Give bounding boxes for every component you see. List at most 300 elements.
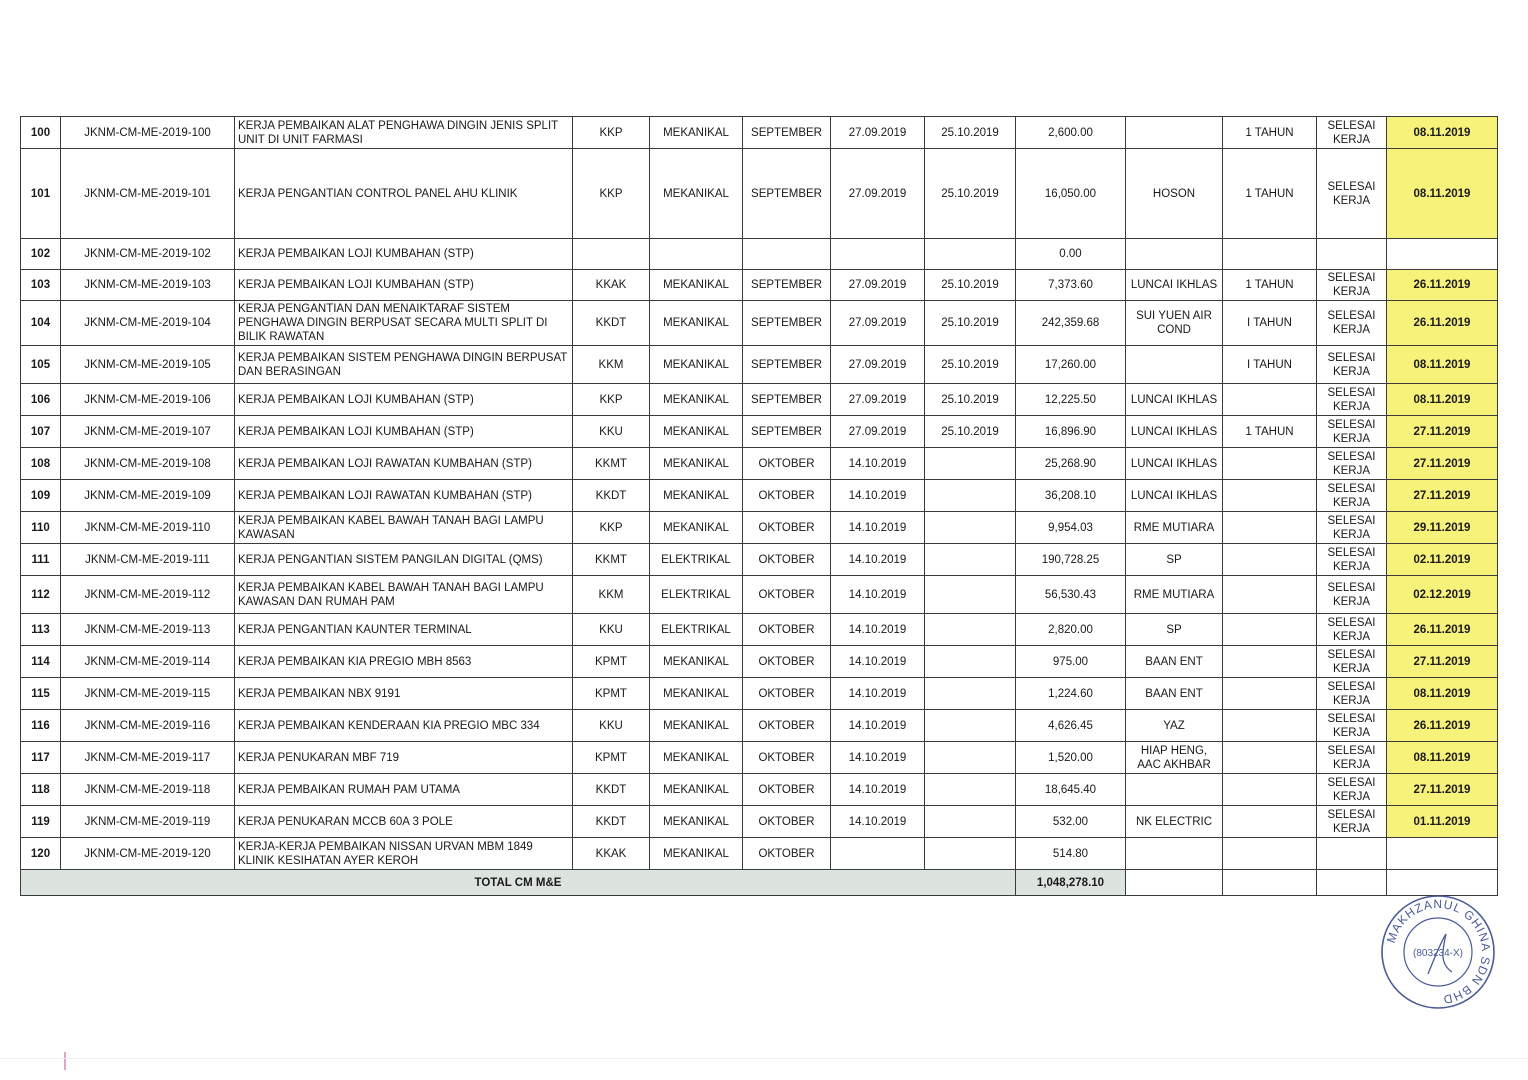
completion-date: 02.11.2019 — [1387, 544, 1498, 576]
contractor: LUNCAI IKHLAS — [1126, 448, 1223, 480]
table-row — [21, 678, 1498, 710]
category: MEKANIKAL — [650, 646, 743, 678]
contractor — [1126, 239, 1223, 270]
start-date: 14.10.2019 — [831, 774, 925, 806]
row-number: 107 — [21, 416, 61, 448]
start-date: 27.09.2019 — [831, 301, 925, 346]
completion-date: 27.11.2019 — [1387, 646, 1498, 678]
category: MEKANIKAL — [650, 448, 743, 480]
contractor: LUNCAI IKHLAS — [1126, 480, 1223, 512]
row-number: 106 — [21, 384, 61, 416]
warranty — [1223, 239, 1317, 270]
status: SELESAI KERJA — [1317, 448, 1387, 480]
reference-no: JKNM-CM-ME-2019-100 — [61, 117, 235, 149]
month: OKTOBER — [743, 774, 831, 806]
work-description: KERJA-KERJA PEMBAIKAN NISSAN URVAN MBM 1849 KLINIK KESIHATAN AYER KEROH — [235, 838, 573, 870]
warranty — [1223, 512, 1317, 544]
start-date: 14.10.2019 — [831, 710, 925, 742]
start-date: 14.10.2019 — [831, 742, 925, 774]
month: SEPTEMBER — [743, 301, 831, 346]
reference-no: JKNM-CM-ME-2019-102 — [61, 239, 235, 270]
work-description: KERJA PEMBAIKAN ALAT PENGHAWA DINGIN JENIS SPLIT UNIT DI UNIT FARMASI — [235, 117, 573, 149]
contractor: BAAN ENT — [1126, 646, 1223, 678]
table-row — [21, 239, 1498, 270]
month: SEPTEMBER — [743, 416, 831, 448]
completion-date — [1387, 239, 1498, 270]
work-description: KERJA PEMBAIKAN KABEL BAWAH TANAH BAGI LAMPU KAWASAN — [235, 512, 573, 544]
table-row — [21, 544, 1498, 576]
location: KPMT — [573, 646, 650, 678]
warranty: 1 TAHUN — [1223, 117, 1317, 149]
category: MEKANIKAL — [650, 384, 743, 416]
completion-date: 29.11.2019 — [1387, 512, 1498, 544]
work-description: KERJA PEMBAIKAN LOJI RAWATAN KUMBAHAN (STP) — [235, 480, 573, 512]
reference-no: JKNM-CM-ME-2019-118 — [61, 774, 235, 806]
category: MEKANIKAL — [650, 512, 743, 544]
table-row — [21, 149, 1498, 239]
warranty — [1223, 384, 1317, 416]
status: SELESAI KERJA — [1317, 346, 1387, 384]
contractor — [1126, 838, 1223, 870]
category: MEKANIKAL — [650, 270, 743, 301]
warranty: I TAHUN — [1223, 301, 1317, 346]
total-label: TOTAL CM M&E — [21, 870, 1016, 896]
work-description: KERJA PENGANTIAN DAN MENAIKTARAF SISTEM PENGHAWA DINGIN BERPUSAT SECARA MULTI SPLIT DI BILIK RAWATAN — [235, 301, 573, 346]
month: OKTOBER — [743, 512, 831, 544]
month: OKTOBER — [743, 678, 831, 710]
row-number: 101 — [21, 149, 61, 239]
contractor: YAZ — [1126, 710, 1223, 742]
completion-date: 26.11.2019 — [1387, 710, 1498, 742]
warranty — [1223, 480, 1317, 512]
reference-no: JKNM-CM-ME-2019-112 — [61, 576, 235, 614]
category: MEKANIKAL — [650, 678, 743, 710]
end-date — [925, 448, 1016, 480]
amount: 18,645.40 — [1016, 774, 1126, 806]
start-date: 27.09.2019 — [831, 346, 925, 384]
start-date: 27.09.2019 — [831, 117, 925, 149]
location: KKM — [573, 346, 650, 384]
month: OKTOBER — [743, 576, 831, 614]
contractor — [1126, 774, 1223, 806]
table-row — [21, 614, 1498, 646]
warranty: 1 TAHUN — [1223, 149, 1317, 239]
amount: 975.00 — [1016, 646, 1126, 678]
amount: 242,359.68 — [1016, 301, 1126, 346]
contractor: HIAP HENG, AAC AKHBAR — [1126, 742, 1223, 774]
amount: 1,224.60 — [1016, 678, 1126, 710]
warranty — [1223, 838, 1317, 870]
completion-date: 08.11.2019 — [1387, 117, 1498, 149]
work-description: KERJA PEMBAIKAN SISTEM PENGHAWA DINGIN BERPUSAT DAN BERASINGAN — [235, 346, 573, 384]
table-row — [21, 346, 1498, 384]
contractor: LUNCAI IKHLAS — [1126, 384, 1223, 416]
reference-no: JKNM-CM-ME-2019-106 — [61, 384, 235, 416]
warranty: 1 TAHUN — [1223, 270, 1317, 301]
status — [1317, 239, 1387, 270]
location — [573, 239, 650, 270]
amount: 2,820.00 — [1016, 614, 1126, 646]
completion-date: 02.12.2019 — [1387, 576, 1498, 614]
status: SELESAI KERJA — [1317, 806, 1387, 838]
category: ELEKTRIKAL — [650, 576, 743, 614]
month: OKTOBER — [743, 480, 831, 512]
end-date: 25.10.2019 — [925, 149, 1016, 239]
completion-date: 26.11.2019 — [1387, 301, 1498, 346]
location: KKU — [573, 614, 650, 646]
status: SELESAI KERJA — [1317, 614, 1387, 646]
contractor: SP — [1126, 544, 1223, 576]
table-row — [21, 448, 1498, 480]
end-date — [925, 646, 1016, 678]
contractor — [1126, 117, 1223, 149]
status: SELESAI KERJA — [1317, 646, 1387, 678]
table-row — [21, 270, 1498, 301]
category: MEKANIKAL — [650, 806, 743, 838]
row-number: 117 — [21, 742, 61, 774]
end-date — [925, 838, 1016, 870]
scan-edge — [0, 1058, 1528, 1059]
end-date: 25.10.2019 — [925, 301, 1016, 346]
month: OKTOBER — [743, 742, 831, 774]
contractor: RME MUTIARA — [1126, 512, 1223, 544]
status: SELESAI KERJA — [1317, 678, 1387, 710]
month: OKTOBER — [743, 806, 831, 838]
row-number: 118 — [21, 774, 61, 806]
amount: 9,954.03 — [1016, 512, 1126, 544]
location: KKM — [573, 576, 650, 614]
amount: 190,728.25 — [1016, 544, 1126, 576]
table-row — [21, 480, 1498, 512]
category: ELEKTRIKAL — [650, 614, 743, 646]
status — [1317, 838, 1387, 870]
amount: 0.00 — [1016, 239, 1126, 270]
completion-date: 01.11.2019 — [1387, 806, 1498, 838]
reference-no: JKNM-CM-ME-2019-114 — [61, 646, 235, 678]
completion-date: 27.11.2019 — [1387, 774, 1498, 806]
contractor: NK ELECTRIC — [1126, 806, 1223, 838]
start-date: 14.10.2019 — [831, 678, 925, 710]
status: SELESAI KERJA — [1317, 301, 1387, 346]
work-description: KERJA PEMBAIKAN LOJI KUMBAHAN (STP) — [235, 384, 573, 416]
end-date — [925, 678, 1016, 710]
warranty — [1223, 448, 1317, 480]
table-row — [21, 710, 1498, 742]
table-row — [21, 576, 1498, 614]
table-row — [21, 384, 1498, 416]
table-row — [21, 774, 1498, 806]
start-date: 27.09.2019 — [831, 416, 925, 448]
month: OKTOBER — [743, 448, 831, 480]
end-date — [925, 614, 1016, 646]
amount: 16,050.00 — [1016, 149, 1126, 239]
amount: 17,260.00 — [1016, 346, 1126, 384]
row-number: 105 — [21, 346, 61, 384]
amount: 12,225.50 — [1016, 384, 1126, 416]
amount: 2,600.00 — [1016, 117, 1126, 149]
work-description: KERJA PEMBAIKAN KIA PREGIO MBH 8563 — [235, 646, 573, 678]
work-description: KERJA PEMBAIKAN KENDERAAN KIA PREGIO MBC 334 — [235, 710, 573, 742]
status: SELESAI KERJA — [1317, 117, 1387, 149]
end-date — [925, 710, 1016, 742]
work-description: KERJA PEMBAIKAN LOJI KUMBAHAN (STP) — [235, 239, 573, 270]
table-row — [21, 646, 1498, 678]
completion-date: 27.11.2019 — [1387, 480, 1498, 512]
category: MEKANIKAL — [650, 301, 743, 346]
completion-date: 27.11.2019 — [1387, 416, 1498, 448]
end-date: 25.10.2019 — [925, 416, 1016, 448]
contractor: SUI YUEN AIR COND — [1126, 301, 1223, 346]
contractor: SP — [1126, 614, 1223, 646]
start-date — [831, 239, 925, 270]
stamp-reg: (803234-X) — [1412, 948, 1464, 959]
status: SELESAI KERJA — [1317, 742, 1387, 774]
reference-no: JKNM-CM-ME-2019-109 — [61, 480, 235, 512]
start-date: 14.10.2019 — [831, 576, 925, 614]
amount: 4,626.45 — [1016, 710, 1126, 742]
reference-no: JKNM-CM-ME-2019-108 — [61, 448, 235, 480]
status: SELESAI KERJA — [1317, 149, 1387, 239]
reference-no: JKNM-CM-ME-2019-116 — [61, 710, 235, 742]
month: OKTOBER — [743, 646, 831, 678]
location: KKMT — [573, 448, 650, 480]
start-date: 27.09.2019 — [831, 384, 925, 416]
warranty — [1223, 576, 1317, 614]
month: OKTOBER — [743, 838, 831, 870]
reference-no: JKNM-CM-ME-2019-103 — [61, 270, 235, 301]
row-number: 104 — [21, 301, 61, 346]
row-number: 109 — [21, 480, 61, 512]
status: SELESAI KERJA — [1317, 544, 1387, 576]
start-date: 14.10.2019 — [831, 806, 925, 838]
location: KKDT — [573, 301, 650, 346]
total-amount: 1,048,278.10 — [1016, 870, 1126, 896]
category — [650, 239, 743, 270]
row-number: 116 — [21, 710, 61, 742]
amount: 514.80 — [1016, 838, 1126, 870]
start-date: 14.10.2019 — [831, 614, 925, 646]
table-row — [21, 838, 1498, 870]
row-number: 113 — [21, 614, 61, 646]
work-description: KERJA PEMBAIKAN LOJI RAWATAN KUMBAHAN (STP) — [235, 448, 573, 480]
work-description: KERJA PENGANTIAN SISTEM PANGILAN DIGITAL (QMS) — [235, 544, 573, 576]
month: SEPTEMBER — [743, 346, 831, 384]
status: SELESAI KERJA — [1317, 270, 1387, 301]
work-description: KERJA PENGANTIAN KAUNTER TERMINAL — [235, 614, 573, 646]
location: KKP — [573, 149, 650, 239]
end-date: 25.10.2019 — [925, 270, 1016, 301]
reference-no: JKNM-CM-ME-2019-111 — [61, 544, 235, 576]
start-date: 14.10.2019 — [831, 544, 925, 576]
reference-no: JKNM-CM-ME-2019-119 — [61, 806, 235, 838]
work-description: KERJA PEMBAIKAN RUMAH PAM UTAMA — [235, 774, 573, 806]
start-date: 14.10.2019 — [831, 480, 925, 512]
work-description: KERJA PENUKARAN MCCB 60A 3 POLE — [235, 806, 573, 838]
status: SELESAI KERJA — [1317, 416, 1387, 448]
end-date — [925, 512, 1016, 544]
location: KKU — [573, 416, 650, 448]
status: SELESAI KERJA — [1317, 480, 1387, 512]
warranty — [1223, 710, 1317, 742]
end-date: 25.10.2019 — [925, 346, 1016, 384]
reference-no: JKNM-CM-ME-2019-104 — [61, 301, 235, 346]
completion-date: 27.11.2019 — [1387, 448, 1498, 480]
company-stamp-icon — [1380, 894, 1496, 1010]
warranty — [1223, 646, 1317, 678]
work-description: KERJA PEMBAIKAN NBX 9191 — [235, 678, 573, 710]
scan-mark — [64, 1052, 66, 1070]
end-date — [925, 480, 1016, 512]
warranty — [1223, 544, 1317, 576]
warranty: I TAHUN — [1223, 346, 1317, 384]
reference-no: JKNM-CM-ME-2019-101 — [61, 149, 235, 239]
location: KPMT — [573, 678, 650, 710]
row-number: 115 — [21, 678, 61, 710]
end-date — [925, 742, 1016, 774]
month: OKTOBER — [743, 614, 831, 646]
location: KKDT — [573, 480, 650, 512]
end-date: 25.10.2019 — [925, 384, 1016, 416]
table-row — [21, 301, 1498, 346]
cm-me-table — [20, 116, 1498, 896]
contractor: BAAN ENT — [1126, 678, 1223, 710]
completion-date: 08.11.2019 — [1387, 678, 1498, 710]
status: SELESAI KERJA — [1317, 576, 1387, 614]
status: SELESAI KERJA — [1317, 774, 1387, 806]
category: MEKANIKAL — [650, 149, 743, 239]
amount: 532.00 — [1016, 806, 1126, 838]
amount: 7,373.60 — [1016, 270, 1126, 301]
location: KKU — [573, 710, 650, 742]
amount: 36,208.10 — [1016, 480, 1126, 512]
month: SEPTEMBER — [743, 117, 831, 149]
table-row — [21, 416, 1498, 448]
table-row — [21, 512, 1498, 544]
month: SEPTEMBER — [743, 270, 831, 301]
reference-no: JKNM-CM-ME-2019-113 — [61, 614, 235, 646]
contractor: RME MUTIARA — [1126, 576, 1223, 614]
work-description: KERJA PENGANTIAN CONTROL PANEL AHU KLINIK — [235, 149, 573, 239]
end-date: 25.10.2019 — [925, 117, 1016, 149]
category: MEKANIKAL — [650, 742, 743, 774]
row-number: 108 — [21, 448, 61, 480]
table-row — [21, 742, 1498, 774]
month: OKTOBER — [743, 710, 831, 742]
end-date — [925, 544, 1016, 576]
reference-no: JKNM-CM-ME-2019-110 — [61, 512, 235, 544]
location: KPMT — [573, 742, 650, 774]
row-number: 120 — [21, 838, 61, 870]
amount: 56,530.43 — [1016, 576, 1126, 614]
warranty — [1223, 806, 1317, 838]
table-row — [21, 806, 1498, 838]
completion-date: 08.11.2019 — [1387, 149, 1498, 239]
completion-date — [1387, 838, 1498, 870]
work-description: KERJA PEMBAIKAN LOJI KUMBAHAN (STP) — [235, 270, 573, 301]
completion-date: 08.11.2019 — [1387, 384, 1498, 416]
warranty — [1223, 614, 1317, 646]
amount: 16,896.90 — [1016, 416, 1126, 448]
location: KKP — [573, 117, 650, 149]
status: SELESAI KERJA — [1317, 710, 1387, 742]
contractor: LUNCAI IKHLAS — [1126, 270, 1223, 301]
location: KKP — [573, 384, 650, 416]
start-date: 14.10.2019 — [831, 646, 925, 678]
start-date — [831, 838, 925, 870]
start-date: 14.10.2019 — [831, 448, 925, 480]
work-description: KERJA PENUKARAN MBF 719 — [235, 742, 573, 774]
status: SELESAI KERJA — [1317, 384, 1387, 416]
end-date — [925, 576, 1016, 614]
row-number: 103 — [21, 270, 61, 301]
row-number: 112 — [21, 576, 61, 614]
end-date — [925, 239, 1016, 270]
work-description: KERJA PEMBAIKAN LOJI KUMBAHAN (STP) — [235, 416, 573, 448]
reference-no: JKNM-CM-ME-2019-105 — [61, 346, 235, 384]
reference-no: JKNM-CM-ME-2019-120 — [61, 838, 235, 870]
month: SEPTEMBER — [743, 384, 831, 416]
row-number: 102 — [21, 239, 61, 270]
stamp-company: MAKHZANUL GHINA SDN BHD — [1383, 896, 1494, 1007]
completion-date: 26.11.2019 — [1387, 614, 1498, 646]
location: KKDT — [573, 806, 650, 838]
category: MEKANIKAL — [650, 710, 743, 742]
start-date: 27.09.2019 — [831, 270, 925, 301]
location: KKMT — [573, 544, 650, 576]
contractor: LUNCAI IKHLAS — [1126, 416, 1223, 448]
completion-date: 08.11.2019 — [1387, 742, 1498, 774]
row-number: 110 — [21, 512, 61, 544]
contractor — [1126, 346, 1223, 384]
total-row — [21, 870, 1498, 896]
warranty — [1223, 742, 1317, 774]
category: MEKANIKAL — [650, 480, 743, 512]
row-number: 114 — [21, 646, 61, 678]
location: KKAK — [573, 838, 650, 870]
reference-no: JKNM-CM-ME-2019-107 — [61, 416, 235, 448]
row-number: 100 — [21, 117, 61, 149]
location: KKAK — [573, 270, 650, 301]
category: ELEKTRIKAL — [650, 544, 743, 576]
reference-no: JKNM-CM-ME-2019-115 — [61, 678, 235, 710]
warranty — [1223, 678, 1317, 710]
category: MEKANIKAL — [650, 346, 743, 384]
warranty — [1223, 774, 1317, 806]
start-date: 27.09.2019 — [831, 149, 925, 239]
month: SEPTEMBER — [743, 149, 831, 239]
status: SELESAI KERJA — [1317, 512, 1387, 544]
row-number: 119 — [21, 806, 61, 838]
contractor: HOSON — [1126, 149, 1223, 239]
category: MEKANIKAL — [650, 838, 743, 870]
completion-date: 26.11.2019 — [1387, 270, 1498, 301]
amount: 1,520.00 — [1016, 742, 1126, 774]
amount: 25,268.90 — [1016, 448, 1126, 480]
location: KKP — [573, 512, 650, 544]
reference-no: JKNM-CM-ME-2019-117 — [61, 742, 235, 774]
category: MEKANIKAL — [650, 416, 743, 448]
start-date: 14.10.2019 — [831, 512, 925, 544]
completion-date: 08.11.2019 — [1387, 346, 1498, 384]
category: MEKANIKAL — [650, 117, 743, 149]
work-description: KERJA PEMBAIKAN KABEL BAWAH TANAH BAGI LAMPU KAWASAN DAN RUMAH PAM — [235, 576, 573, 614]
category: MEKANIKAL — [650, 774, 743, 806]
location: KKDT — [573, 774, 650, 806]
row-number: 111 — [21, 544, 61, 576]
end-date — [925, 806, 1016, 838]
warranty: 1 TAHUN — [1223, 416, 1317, 448]
end-date — [925, 774, 1016, 806]
